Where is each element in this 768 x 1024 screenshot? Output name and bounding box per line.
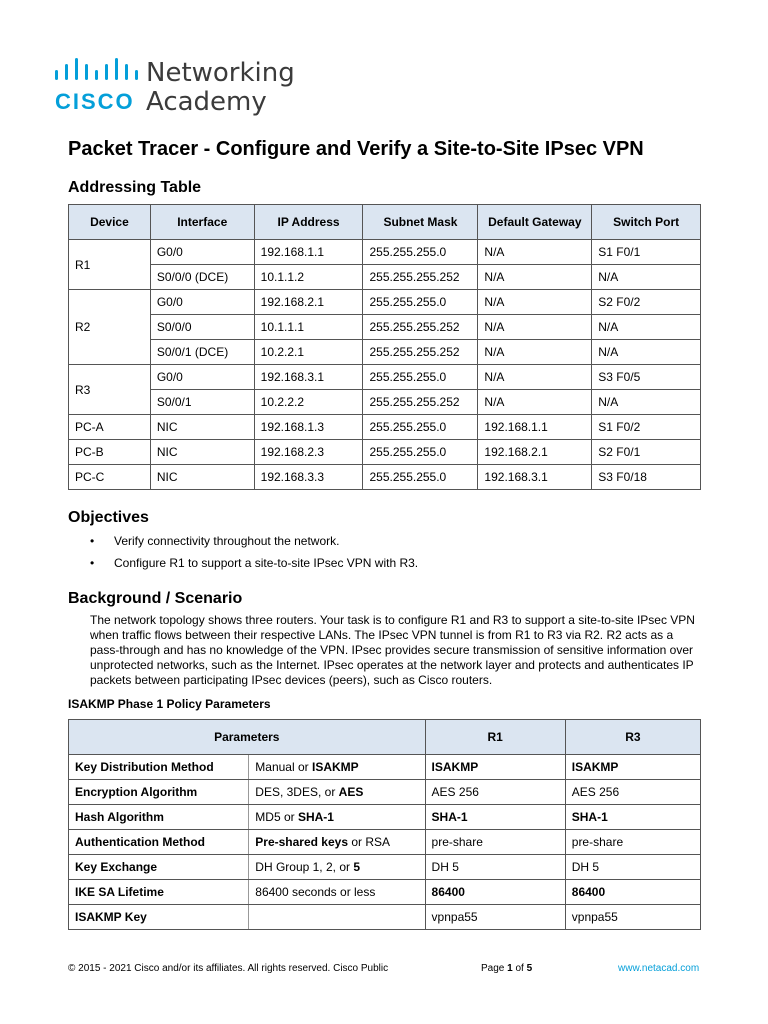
table-row (69, 905, 701, 930)
cell-options (249, 805, 425, 830)
col-header: R1 (425, 720, 565, 755)
table-row (69, 805, 701, 830)
cell-device: R3 (69, 365, 151, 415)
cell-gateway: 192.168.3.1 (478, 465, 592, 490)
cell-options (249, 855, 425, 880)
cell-parameter: ISAKMP Key (69, 905, 249, 930)
cell-port: N/A (592, 340, 701, 365)
cell-port: N/A (592, 265, 701, 290)
cell-r1: ISAKMP (425, 755, 565, 780)
objectives-list (90, 533, 418, 577)
cell-r3: SHA-1 (565, 805, 700, 830)
page-current: 1 (507, 963, 513, 974)
table-row (69, 880, 701, 905)
cell-ip: 192.168.1.3 (254, 415, 363, 440)
cell-port: S3 F0/18 (592, 465, 701, 490)
cell-interface: S0/0/0 (DCE) (150, 265, 254, 290)
table-row (69, 365, 701, 390)
cell-r3: pre-share (565, 830, 700, 855)
cell-interface: NIC (150, 440, 254, 465)
cell-ip: 192.168.2.3 (254, 440, 363, 465)
cell-parameter: Key Distribution Method (69, 755, 249, 780)
document-title: Packet Tracer - Configure and Verify a Site-to-Site IPsec VPN (68, 138, 644, 160)
option-default: SHA-1 (297, 810, 334, 824)
cisco-wordmark: CISCO (55, 89, 135, 114)
cell-parameter: Key Exchange (69, 855, 249, 880)
cell-interface: S0/0/1 (150, 390, 254, 415)
cell-options (249, 755, 425, 780)
cell-parameter: Hash Algorithm (69, 805, 249, 830)
cell-interface: NIC (150, 465, 254, 490)
cell-ip: 10.1.1.1 (254, 315, 363, 340)
cell-device: PC-C (69, 465, 151, 490)
cell-r1: DH 5 (425, 855, 565, 880)
cell-options (249, 905, 425, 930)
cell-mask: 255.255.255.0 (363, 415, 478, 440)
background-paragraph: The network topology shows three routers. Your task is to configure R1 and R3 to support a site-to-site IPsec VPN when traffic flows between their respective LANs. The IPsec VPN tunnel is from R1 to R3 via R2. R2 acts as a pass-through and has no knowledge of the VPN. IPsec provides secure transmission of sensitive information over unprotected networks, such as the Internet. IPsec operates at the network layer and protects and authenticates IP packets between participating IPsec devices (peers), such as Cisco routers. (90, 613, 695, 687)
cell-mask: 255.255.255.252 (363, 340, 478, 365)
table-row (69, 830, 701, 855)
option-text-after: or RSA (348, 835, 391, 849)
cell-mask: 255.255.255.252 (363, 265, 478, 290)
footer-url-link[interactable]: www.netacad.com (618, 963, 700, 974)
cell-r1: pre-share (425, 830, 565, 855)
cell-interface: G0/0 (150, 240, 254, 265)
cell-gateway: N/A (478, 240, 592, 265)
cell-gateway: 192.168.1.1 (478, 415, 592, 440)
list-item: • Configure R1 to support a site-to-site IPsec VPN with R3. (90, 555, 418, 577)
isakmp-header-row (69, 720, 701, 755)
cell-port: N/A (592, 315, 701, 340)
cell-options (249, 780, 425, 805)
isakmp-policy-table (68, 719, 701, 930)
col-header: Default Gateway (478, 205, 592, 240)
cell-port: S2 F0/2 (592, 290, 701, 315)
cell-gateway: N/A (478, 290, 592, 315)
cell-gateway: N/A (478, 365, 592, 390)
cell-ip: 10.2.2.2 (254, 390, 363, 415)
cell-r1: SHA-1 (425, 805, 565, 830)
cell-r3: DH 5 (565, 855, 700, 880)
cell-ip: 192.168.1.1 (254, 240, 363, 265)
table-row (69, 315, 701, 340)
table-row (69, 465, 701, 490)
cell-mask: 255.255.255.0 (363, 365, 478, 390)
logo-line-academy: Academy (146, 87, 267, 117)
page-total: 5 (526, 963, 533, 974)
col-header: R3 (565, 720, 700, 755)
cell-interface: NIC (150, 415, 254, 440)
option-text: DES, 3DES, or (255, 785, 339, 799)
cell-ip: 192.168.3.1 (254, 365, 363, 390)
cell-parameter: Authentication Method (69, 830, 249, 855)
cell-r1: vpnpa55 (425, 905, 565, 930)
cell-mask: 255.255.255.252 (363, 390, 478, 415)
col-header: Device (69, 205, 151, 240)
table-row (69, 390, 701, 415)
isakmp-table-caption: ISAKMP Phase 1 Policy Parameters (68, 697, 271, 711)
cell-r3: AES 256 (565, 780, 700, 805)
footer-copyright: © 2015 - 2021 Cisco and/or its affiliates. All rights reserved. Cisco Public (68, 963, 389, 974)
cell-port: S1 F0/1 (592, 240, 701, 265)
option-default: 5 (353, 860, 361, 874)
table-row (69, 340, 701, 365)
col-header: Parameters (69, 720, 426, 755)
cell-mask: 255.255.255.0 (363, 240, 478, 265)
cell-r3: 86400 (565, 880, 700, 905)
cell-ip: 10.1.1.2 (254, 265, 363, 290)
table-row (69, 855, 701, 880)
table-row (69, 265, 701, 290)
cell-device: R2 (69, 290, 151, 365)
addressing-table (68, 204, 701, 490)
footer-page-number (481, 963, 532, 974)
table-row (69, 440, 701, 465)
cell-parameter: Encryption Algorithm (69, 780, 249, 805)
list-item: • Verify connectivity throughout the network. (90, 533, 418, 555)
cell-interface: S0/0/1 (DCE) (150, 340, 254, 365)
cell-parameter: IKE SA Lifetime (69, 880, 249, 905)
cell-gateway: 192.168.2.1 (478, 440, 592, 465)
cell-interface: S0/0/0 (150, 315, 254, 340)
addressing-header-row (69, 205, 701, 240)
table-row (69, 240, 701, 265)
cell-r3: ISAKMP (565, 755, 700, 780)
cell-port: S3 F0/5 (592, 365, 701, 390)
cell-gateway: N/A (478, 315, 592, 340)
cell-gateway: N/A (478, 390, 592, 415)
table-row (69, 290, 701, 315)
option-text: 86400 seconds or less (255, 885, 376, 899)
cell-options (249, 880, 425, 905)
cell-interface: G0/0 (150, 290, 254, 315)
addressing-table-heading: Addressing Table (68, 179, 202, 196)
cell-mask: 255.255.255.0 (363, 440, 478, 465)
cell-ip: 192.168.3.3 (254, 465, 363, 490)
cell-r1: 86400 (425, 880, 565, 905)
logo-line-networking: Networking (146, 58, 295, 88)
col-header: Interface (150, 205, 254, 240)
background-heading: Background / Scenario (68, 590, 243, 607)
cell-port: S1 F0/2 (592, 415, 701, 440)
table-row (69, 780, 701, 805)
col-header: Switch Port (592, 205, 701, 240)
table-row (69, 415, 701, 440)
cell-mask: 255.255.255.252 (363, 315, 478, 340)
option-text: DH Group 1, 2, or (255, 860, 354, 874)
cell-options (249, 830, 425, 855)
cell-mask: 255.255.255.0 (363, 465, 478, 490)
option-default: ISAKMP (311, 760, 359, 774)
cell-ip: 10.2.2.1 (254, 340, 363, 365)
cisco-bars-icon (53, 58, 143, 84)
cell-device: PC-B (69, 440, 151, 465)
cell-interface: G0/0 (150, 365, 254, 390)
option-text: Manual or (255, 760, 312, 774)
page-label: Page (481, 963, 508, 974)
option-text: MD5 or (255, 810, 298, 824)
option-default: AES (338, 785, 364, 799)
cell-device: R1 (69, 240, 151, 290)
page-of: of (512, 963, 527, 974)
objectives-heading: Objectives (68, 509, 149, 526)
col-header: IP Address (254, 205, 363, 240)
option-default: Pre-shared keys (255, 835, 349, 849)
cell-r1: AES 256 (425, 780, 565, 805)
cell-device: PC-A (69, 415, 151, 440)
cell-ip: 192.168.2.1 (254, 290, 363, 315)
cell-port: N/A (592, 390, 701, 415)
cell-r3: vpnpa55 (565, 905, 700, 930)
cell-port: S2 F0/1 (592, 440, 701, 465)
col-header: Subnet Mask (363, 205, 478, 240)
cell-mask: 255.255.255.0 (363, 290, 478, 315)
cell-gateway: N/A (478, 265, 592, 290)
table-row (69, 755, 701, 780)
cell-gateway: N/A (478, 340, 592, 365)
